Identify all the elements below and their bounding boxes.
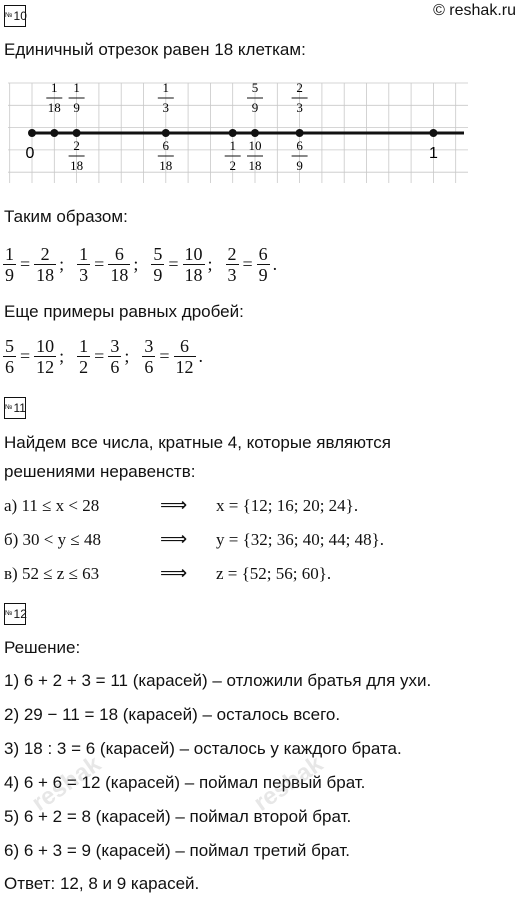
numerator: 1 [162, 80, 170, 95]
point [73, 129, 81, 137]
point [429, 129, 437, 137]
step-6: 6) 6 + 3 = 9 (карасей) – поймал третий брат. [4, 841, 350, 860]
equals-sign: = [94, 254, 105, 274]
denominator: 18 [47, 100, 61, 115]
inequality-b-result: y = {32; 36; 40; 44; 48}. [216, 530, 385, 549]
task-10-badge: №10 [4, 5, 26, 27]
inequality-a-result: x = {12; 16; 20; 24}. [216, 496, 359, 515]
fraction: $\frac{1}{2}$ [79, 336, 89, 377]
equals-sign: = [159, 346, 170, 366]
numerator: 5 [251, 80, 259, 95]
equals-sign: = [20, 346, 31, 366]
fraction: $\frac{6}{9}$ [258, 244, 268, 285]
fraction: $\frac{3}{6}$ [144, 336, 154, 377]
step-2: 2) 29 − 11 = 18 (карасей) – осталось всего. [4, 705, 341, 724]
denominator: 18 [70, 158, 84, 173]
numerator: 1 [51, 80, 58, 95]
separator: ; [59, 254, 65, 274]
separator: . [198, 346, 203, 366]
equals-sign: = [20, 254, 31, 274]
step-4: 4) 6 + 6 = 12 (карасей) – поймал первый брат. [4, 773, 366, 792]
more-equalities-row [2, 336, 215, 377]
denominator: 9 [251, 100, 259, 115]
numerator: 10 [248, 138, 262, 153]
task-11-intro-2: решениями неравенств: [4, 462, 196, 481]
fraction: $\frac{1}{3}$ [79, 244, 89, 285]
fraction: $\frac{2}{3}$ [227, 244, 237, 285]
inequality-a-arrow: ⟹ [160, 495, 188, 516]
denominator: 2 [229, 158, 236, 173]
numerator: 6 [162, 138, 170, 153]
fraction: $\frac{6}{18}$ [110, 244, 129, 285]
task-11-badge: №11 [4, 397, 26, 419]
separator: ; [124, 346, 130, 366]
fraction: $\frac{2}{18}$ [36, 244, 55, 285]
fraction: $\frac{1}{9}$ [5, 244, 14, 285]
solution-heading: Решение: [4, 638, 81, 657]
inequality-b-label: б) 30 < y ≤ 48 [4, 530, 101, 549]
numerator: 2 [73, 138, 80, 153]
equalities-row [2, 244, 289, 285]
watermark: reshak [26, 750, 106, 817]
separator: . [272, 254, 278, 274]
step-5: 5) 6 + 2 = 8 (карасей) – поймал второй брат. [4, 807, 352, 826]
point [162, 129, 170, 137]
point [229, 129, 237, 137]
inequality-a-label: а) 11 ≤ x < 28 [4, 496, 100, 515]
numerator: 6 [296, 138, 303, 153]
point [50, 129, 58, 137]
task-12-badge: №12 [4, 603, 26, 625]
point [251, 129, 259, 137]
copyright-text: © reshak.ru [433, 2, 516, 19]
inequality-b-arrow: ⟹ [160, 529, 188, 550]
numerator: 2 [296, 80, 303, 95]
step-1: 1) 6 + 2 + 3 = 11 (карасей) – отложили братья для ухи. [4, 671, 432, 690]
equals-sign: = [94, 346, 105, 366]
equals-sign: = [242, 254, 253, 274]
inequality-c-label: в) 52 ≤ z ≤ 63 [4, 564, 100, 583]
numerator: 1 [73, 80, 80, 95]
task-10-intro: Единичный отрезок равен 18 клеткам: [4, 40, 306, 59]
fraction: $\frac{10}{12}$ [36, 336, 55, 377]
inequality-c-result: z = {52; 56; 60}. [216, 564, 332, 583]
point [296, 129, 304, 137]
fraction: $\frac{10}{18}$ [184, 244, 203, 285]
equals-sign: = [168, 254, 179, 274]
numerator: 1 [229, 138, 236, 153]
fraction: $\frac{5}{9}$ [153, 244, 163, 285]
fraction: $\frac{6}{12}$ [175, 336, 194, 377]
thus-text: Таким образом: [4, 207, 128, 226]
separator: ; [207, 254, 213, 274]
step-3: 3) 18 : 3 = 6 (карасей) – осталось у каждого брата. [4, 739, 402, 758]
fraction: $\frac{3}{6}$ [110, 336, 120, 377]
denominator: 3 [296, 100, 303, 115]
inequality-c-arrow: ⟹ [160, 563, 188, 584]
one-label: 1 [428, 145, 438, 162]
task-11-intro-1: Найдем все числа, кратные 4, которые являются [4, 433, 391, 452]
denominator: 18 [159, 158, 173, 173]
denominator: 9 [73, 100, 80, 115]
separator: ; [133, 254, 139, 274]
fraction: $\frac{5}{6}$ [5, 336, 14, 377]
point [28, 129, 36, 137]
denominator: 9 [296, 158, 303, 173]
answer-text: Ответ: 12, 8 и 9 карасей. [4, 874, 200, 893]
more-examples-text: Еще примеры равных дробей: [4, 302, 244, 321]
zero-label: 0 [25, 145, 35, 162]
denominator: 3 [162, 100, 170, 115]
watermark: reshak [248, 750, 328, 817]
denominator: 18 [248, 158, 262, 173]
number-line [8, 78, 468, 188]
separator: ; [59, 346, 65, 366]
